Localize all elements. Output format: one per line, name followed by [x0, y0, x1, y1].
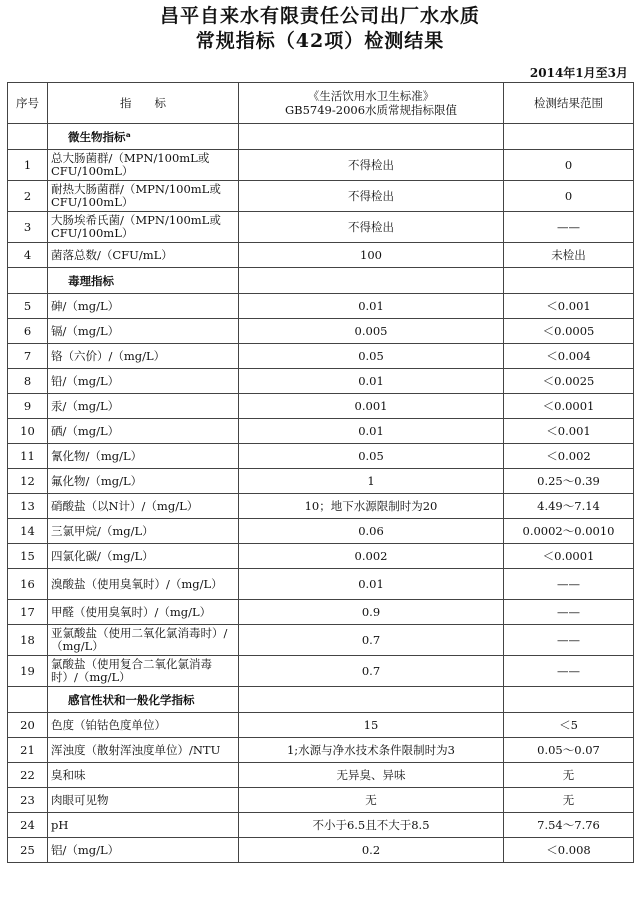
cell-limit: 不得检出 — [239, 212, 504, 243]
cell-result: ＜0.0005 — [504, 319, 634, 344]
cell-limit: 0.01 — [239, 419, 504, 444]
cell-result: 无 — [504, 788, 634, 813]
table-row — [8, 600, 634, 625]
cell-no: 17 — [8, 600, 48, 625]
cell-name: 铅/（mg/L） — [48, 369, 239, 394]
cell-result: ＜0.008 — [504, 838, 634, 863]
table-row — [8, 713, 634, 738]
date-range: 2014年1月至3月 — [529, 66, 628, 80]
header-limit-line1: 《生活饮用水卫生标准》 — [307, 89, 435, 103]
cell-no: 19 — [8, 656, 48, 687]
category-row — [8, 687, 634, 713]
cell-no: 22 — [8, 763, 48, 788]
cell-no: 9 — [8, 394, 48, 419]
cell-result: ＜0.001 — [504, 419, 634, 444]
cell-no: 20 — [8, 713, 48, 738]
cell-name: 氟化物/（mg/L） — [48, 469, 239, 494]
cell-name: 臭和味 — [48, 763, 239, 788]
category-cell-empty — [239, 268, 504, 294]
cell-limit: 1 — [239, 469, 504, 494]
cell-name: 甲醛（使用臭氧时）/（mg/L） — [48, 600, 239, 625]
cell-no: 16 — [8, 569, 48, 600]
cell-name: 四氯化碳/（mg/L） — [48, 544, 239, 569]
cell-name: 镉/（mg/L） — [48, 319, 239, 344]
table-row — [8, 150, 634, 181]
category-cell-empty — [239, 687, 504, 713]
cell-no: 11 — [8, 444, 48, 469]
table-row — [8, 838, 634, 863]
document-title-line2: 常规指标（42项）检测结果 — [195, 30, 445, 52]
cell-limit: 0.7 — [239, 625, 504, 656]
cell-result: 7.54～7.76 — [504, 813, 634, 838]
cell-result: —— — [504, 625, 634, 656]
cell-limit: 无异臭、异味 — [239, 763, 504, 788]
cell-name: pH — [48, 813, 239, 838]
table-row — [8, 625, 634, 656]
cell-name: 浑浊度（散射浑浊度单位）/NTU — [48, 738, 239, 763]
cell-limit: 0.06 — [239, 519, 504, 544]
cell-name: 硝酸盐（以N计）/（mg/L） — [48, 494, 239, 519]
cell-no: 3 — [8, 212, 48, 243]
category-cell-empty — [8, 268, 48, 294]
table-row — [8, 494, 634, 519]
cell-name: 三氯甲烷/（mg/L） — [48, 519, 239, 544]
cell-no: 4 — [8, 243, 48, 268]
cell-no: 15 — [8, 544, 48, 569]
cell-limit: 0.7 — [239, 656, 504, 687]
cell-no: 25 — [8, 838, 48, 863]
header-name: 指 标 — [48, 83, 239, 124]
cell-result: —— — [504, 600, 634, 625]
cell-name: 肉眼可见物 — [48, 788, 239, 813]
header-no: 序号 — [8, 83, 48, 124]
cell-limit: 0.001 — [239, 394, 504, 419]
table-row — [8, 394, 634, 419]
cell-name: 氯酸盐（使用复合二氧化氯消毒时）/（mg/L） — [48, 656, 239, 687]
cell-no: 6 — [8, 319, 48, 344]
cell-name: 耐热大肠菌群/（MPN/100mL或CFU/100mL） — [48, 181, 239, 212]
table-row — [8, 294, 634, 319]
table-row — [8, 469, 634, 494]
cell-result: 未检出 — [504, 243, 634, 268]
cell-name: 汞/（mg/L） — [48, 394, 239, 419]
cell-result: —— — [504, 656, 634, 687]
cell-no: 12 — [8, 469, 48, 494]
category-cell-empty — [8, 687, 48, 713]
table-row — [8, 519, 634, 544]
category-cell-empty — [504, 268, 634, 294]
cell-limit: 0.01 — [239, 569, 504, 600]
cell-result: ＜0.004 — [504, 344, 634, 369]
cell-limit: 不小于6.5且不大于8.5 — [239, 813, 504, 838]
cell-name: 大肠埃希氏菌/（MPN/100mL或CFU/100mL） — [48, 212, 239, 243]
cell-no: 13 — [8, 494, 48, 519]
table-row — [8, 656, 634, 687]
cell-no: 21 — [8, 738, 48, 763]
cell-name: 砷/（mg/L） — [48, 294, 239, 319]
header-result: 检测结果范围 — [504, 83, 634, 124]
cell-result: ＜5 — [504, 713, 634, 738]
cell-result: ＜0.0025 — [504, 369, 634, 394]
table-row — [8, 444, 634, 469]
water-quality-table — [7, 82, 634, 863]
cell-name: 菌落总数/（CFU/mL） — [48, 243, 239, 268]
cell-limit: 0.05 — [239, 344, 504, 369]
cell-no: 5 — [8, 294, 48, 319]
table-row — [8, 544, 634, 569]
cell-no: 18 — [8, 625, 48, 656]
header-limit-line2: GB5749-2006水质常规指标限值 — [284, 103, 458, 117]
category-label: 微生物指标ᵃ — [48, 124, 239, 150]
category-cell-empty — [504, 124, 634, 150]
cell-result: ＜0.001 — [504, 294, 634, 319]
cell-limit: 100 — [239, 243, 504, 268]
cell-result: 4.49～7.14 — [504, 494, 634, 519]
table-row — [8, 319, 634, 344]
table-body — [8, 124, 634, 863]
document-title-line1: 昌平自来水有限责任公司出厂水水质 — [159, 5, 480, 27]
table-row — [8, 763, 634, 788]
cell-result: ＜0.002 — [504, 444, 634, 469]
category-cell-empty — [504, 687, 634, 713]
cell-result: 0.25～0.39 — [504, 469, 634, 494]
cell-no: 7 — [8, 344, 48, 369]
cell-limit: 0.05 — [239, 444, 504, 469]
cell-name: 色度（铂钴色度单位） — [48, 713, 239, 738]
cell-no: 24 — [8, 813, 48, 838]
table-row — [8, 344, 634, 369]
cell-result: 0 — [504, 150, 634, 181]
cell-no: 1 — [8, 150, 48, 181]
cell-no: 8 — [8, 369, 48, 394]
cell-limit: 0.9 — [239, 600, 504, 625]
table-row — [8, 738, 634, 763]
category-row — [8, 268, 634, 294]
table-header-row — [8, 83, 634, 124]
cell-limit: 无 — [239, 788, 504, 813]
table-row — [8, 788, 634, 813]
cell-name: 溴酸盐（使用臭氧时）/（mg/L） — [48, 569, 239, 600]
category-cell-empty — [8, 124, 48, 150]
cell-limit: 0.01 — [239, 369, 504, 394]
category-row — [8, 124, 634, 150]
cell-limit: 0.01 — [239, 294, 504, 319]
cell-name: 亚氯酸盐（使用二氧化氯消毒时）/（mg/L） — [48, 625, 239, 656]
table-row — [8, 569, 634, 600]
cell-limit: 不得检出 — [239, 150, 504, 181]
cell-limit: 0.002 — [239, 544, 504, 569]
cell-name: 铝/（mg/L） — [48, 838, 239, 863]
cell-result: 无 — [504, 763, 634, 788]
cell-result: ＜0.0001 — [504, 394, 634, 419]
cell-name: 硒/（mg/L） — [48, 419, 239, 444]
cell-result: 0.0002～0.0010 — [504, 519, 634, 544]
table-row — [8, 243, 634, 268]
cell-result: —— — [504, 569, 634, 600]
cell-limit: 1;水源与净水技术条件限制时为3 — [239, 738, 504, 763]
cell-result: —— — [504, 212, 634, 243]
cell-limit: 不得检出 — [239, 181, 504, 212]
cell-result: 0.05～0.07 — [504, 738, 634, 763]
table-row — [8, 813, 634, 838]
category-label: 毒理指标 — [48, 268, 239, 294]
cell-limit: 0.2 — [239, 838, 504, 863]
category-label: 感官性状和一般化学指标 — [48, 687, 239, 713]
table-row — [8, 212, 634, 243]
header-limit — [239, 83, 504, 124]
table-row — [8, 369, 634, 394]
cell-name: 氰化物/（mg/L） — [48, 444, 239, 469]
table-row — [8, 419, 634, 444]
cell-name: 铬（六价）/（mg/L） — [48, 344, 239, 369]
cell-limit: 10；地下水源限制时为20 — [239, 494, 504, 519]
cell-no: 2 — [8, 181, 48, 212]
cell-result: 0 — [504, 181, 634, 212]
cell-no: 10 — [8, 419, 48, 444]
category-cell-empty — [239, 124, 504, 150]
cell-limit: 0.005 — [239, 319, 504, 344]
cell-no: 23 — [8, 788, 48, 813]
cell-no: 14 — [8, 519, 48, 544]
table-row — [8, 181, 634, 212]
cell-name: 总大肠菌群/（MPN/100mL或CFU/100mL） — [48, 150, 239, 181]
cell-limit: 15 — [239, 713, 504, 738]
cell-result: ＜0.0001 — [504, 544, 634, 569]
